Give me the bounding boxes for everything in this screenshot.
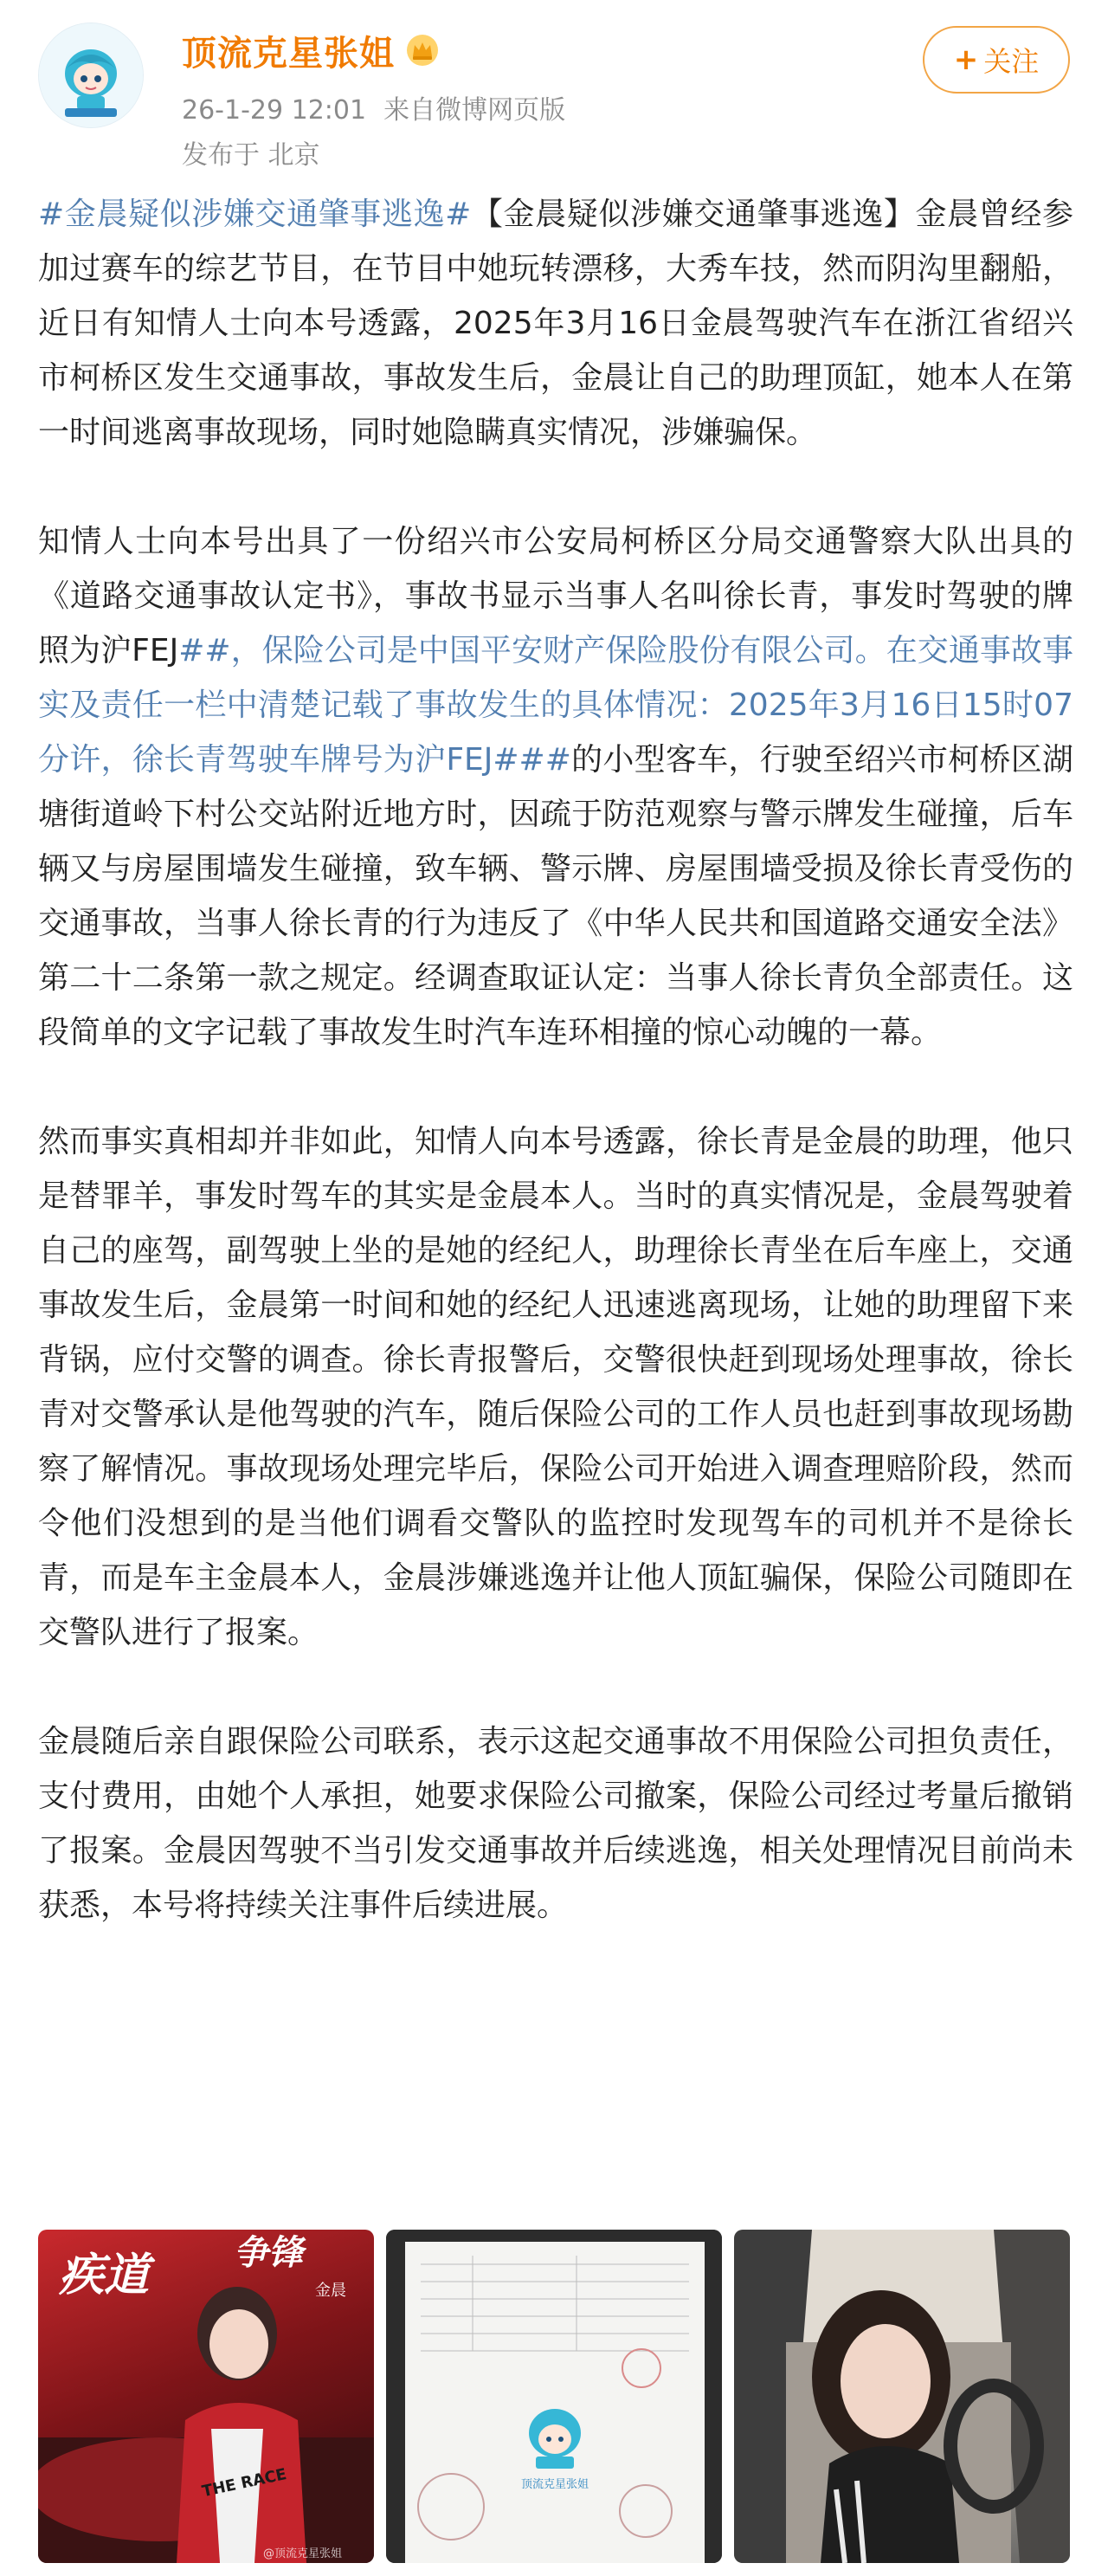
paragraph-3: 然而事实真相却并非如此，知情人向本号透露，徐长青是金晨的助理，他只是替罪羊，事发时驾车的其实是金晨本人。当时的真实情况是，金晨驾驶着自己的座驾，副驾驶上坐的是她的经纪人，助理徐长青坐在后车座上，交通事故发生后，金晨第一时间和她的经纪人迅速逃离现场，让她的助理留下来背锅，应付交警的调查。徐长青报警后，交警很快赶到现场处理事故，徐长青对交警承认是他驾驶的汽车，随后保险公司的工作人员也赶到事故现场勘察了解情况。事故现场处理完毕后，保险公司开始进入调查理赔阶段，然而令他们没想到的是当他们调看交警队的监控时发现驾车的司机并不是徐长青，而是车主金晨本人，金晨涉嫌逃逸并让他人顶缸骗保，保险公司随即在交警队进行了报案。 xyxy=(38,1124,1073,1650)
paragraph-2 xyxy=(38,514,1073,1060)
image-thumbnail-2[interactable] xyxy=(386,2230,722,2563)
post-timestamp[interactable]: 26-1-29 12:01 xyxy=(182,95,367,126)
watermark-text: @顶流克星张姐 xyxy=(263,2547,343,2560)
paragraph-1 xyxy=(38,187,1073,460)
paragraph-4: 金晨随后亲自跟保险公司联系，表示这起交通事故不用保险公司担负责任，支付费用，由她个人承担，她要求保险公司撤案，保险公司经过考量后撤销了报案。金晨因驾驶不当引发交通事故并后续逃逸，相关处理情况目前尚未获悉，本号将持续关注事件后续进展。 xyxy=(38,1724,1073,1923)
suit-text: THE RACE xyxy=(200,2465,288,2502)
post-location: 发布于 北京 xyxy=(182,140,320,171)
race-show-poster-image xyxy=(38,2230,374,2563)
author-name[interactable]: 顶流克星张姐 xyxy=(182,33,395,74)
woman-in-car-photo xyxy=(734,2230,1070,2563)
post-header xyxy=(38,23,1070,170)
paragraph-1-text: 【金晨疑似涉嫌交通肇事逃逸】金晨曾经参加过赛车的综艺节目，在节目中她玩转漂移，大秀车技，然而阴沟里翻船，近日有知情人士向本号透露，2025年3月16日金晨驾驶汽车在浙江省绍兴市柯桥区发生交通事故，事故发生后，金晨让自己的助理顶缸，她本人在第一时间逃离事故现场，同时她隐瞒真实情况，涉嫌骗保。 xyxy=(38,197,1073,450)
author-avatar[interactable] xyxy=(38,23,144,128)
accident-document-image xyxy=(386,2230,722,2563)
image-grid xyxy=(38,2230,1070,2563)
post-body xyxy=(38,187,1073,1933)
plus-icon: + xyxy=(953,42,979,77)
document-stamp-text: 顶流克星张姐 xyxy=(521,2478,589,2491)
image-thumbnail-3[interactable] xyxy=(734,2230,1070,2563)
post-source: 来自微博网页版 xyxy=(383,95,566,126)
follow-label: 关注 xyxy=(983,45,1040,78)
poster-name: 金晨 xyxy=(315,2282,346,2300)
topic-link[interactable]: #金晨疑似涉嫌交通肇事逃逸# xyxy=(38,197,472,232)
paragraph-2-text-a: 知情人士向本号出具了一份绍兴市公安局柯桥区分局交通警察大队出具的《道路交通事故认定书》，事故书显示当事人名叫徐长青，事发时驾驶的牌照为沪FEJ xyxy=(38,524,1073,668)
image-thumbnail-1[interactable] xyxy=(38,2230,374,2563)
hashtag-link-2[interactable]: 保险公司是中国平安财产保险股份有限公司。在交通事故事实及责任一栏中清楚记载了事故发生的具体情况：2025年3月16日15时07分许，徐长青驾驶车牌号为沪FEJ### xyxy=(38,633,1073,778)
post-meta xyxy=(182,88,565,126)
follow-button[interactable] xyxy=(923,26,1070,94)
poster-title-1: 疾道 xyxy=(59,2250,150,2302)
poster-title-2: 争锋 xyxy=(234,2233,303,2273)
paragraph-2-text-b: 的小型客车，行驶至绍兴市柯桥区湖塘街道岭下村公交站附近地方时，因疏于防范观察与警示牌发生碰撞，后车辆又与房屋围墙发生碰撞，致车辆、警示牌、房屋围墙受损及徐长青受伤的交通事故，当事人徐长青的行为违反了《中华人民共和国道路交通安全法》第二十二条第一款之规定。经调查取证认定：当事人徐长青负全部责任。这段简单的文字记载了事故发生时汽车连环相撞的惊心动魄的一幕。 xyxy=(38,742,1073,1050)
crown-badge-icon xyxy=(405,33,440,68)
hashtag-link-1[interactable]: ##， xyxy=(178,633,262,668)
avatar-anime-character-icon xyxy=(39,23,143,127)
